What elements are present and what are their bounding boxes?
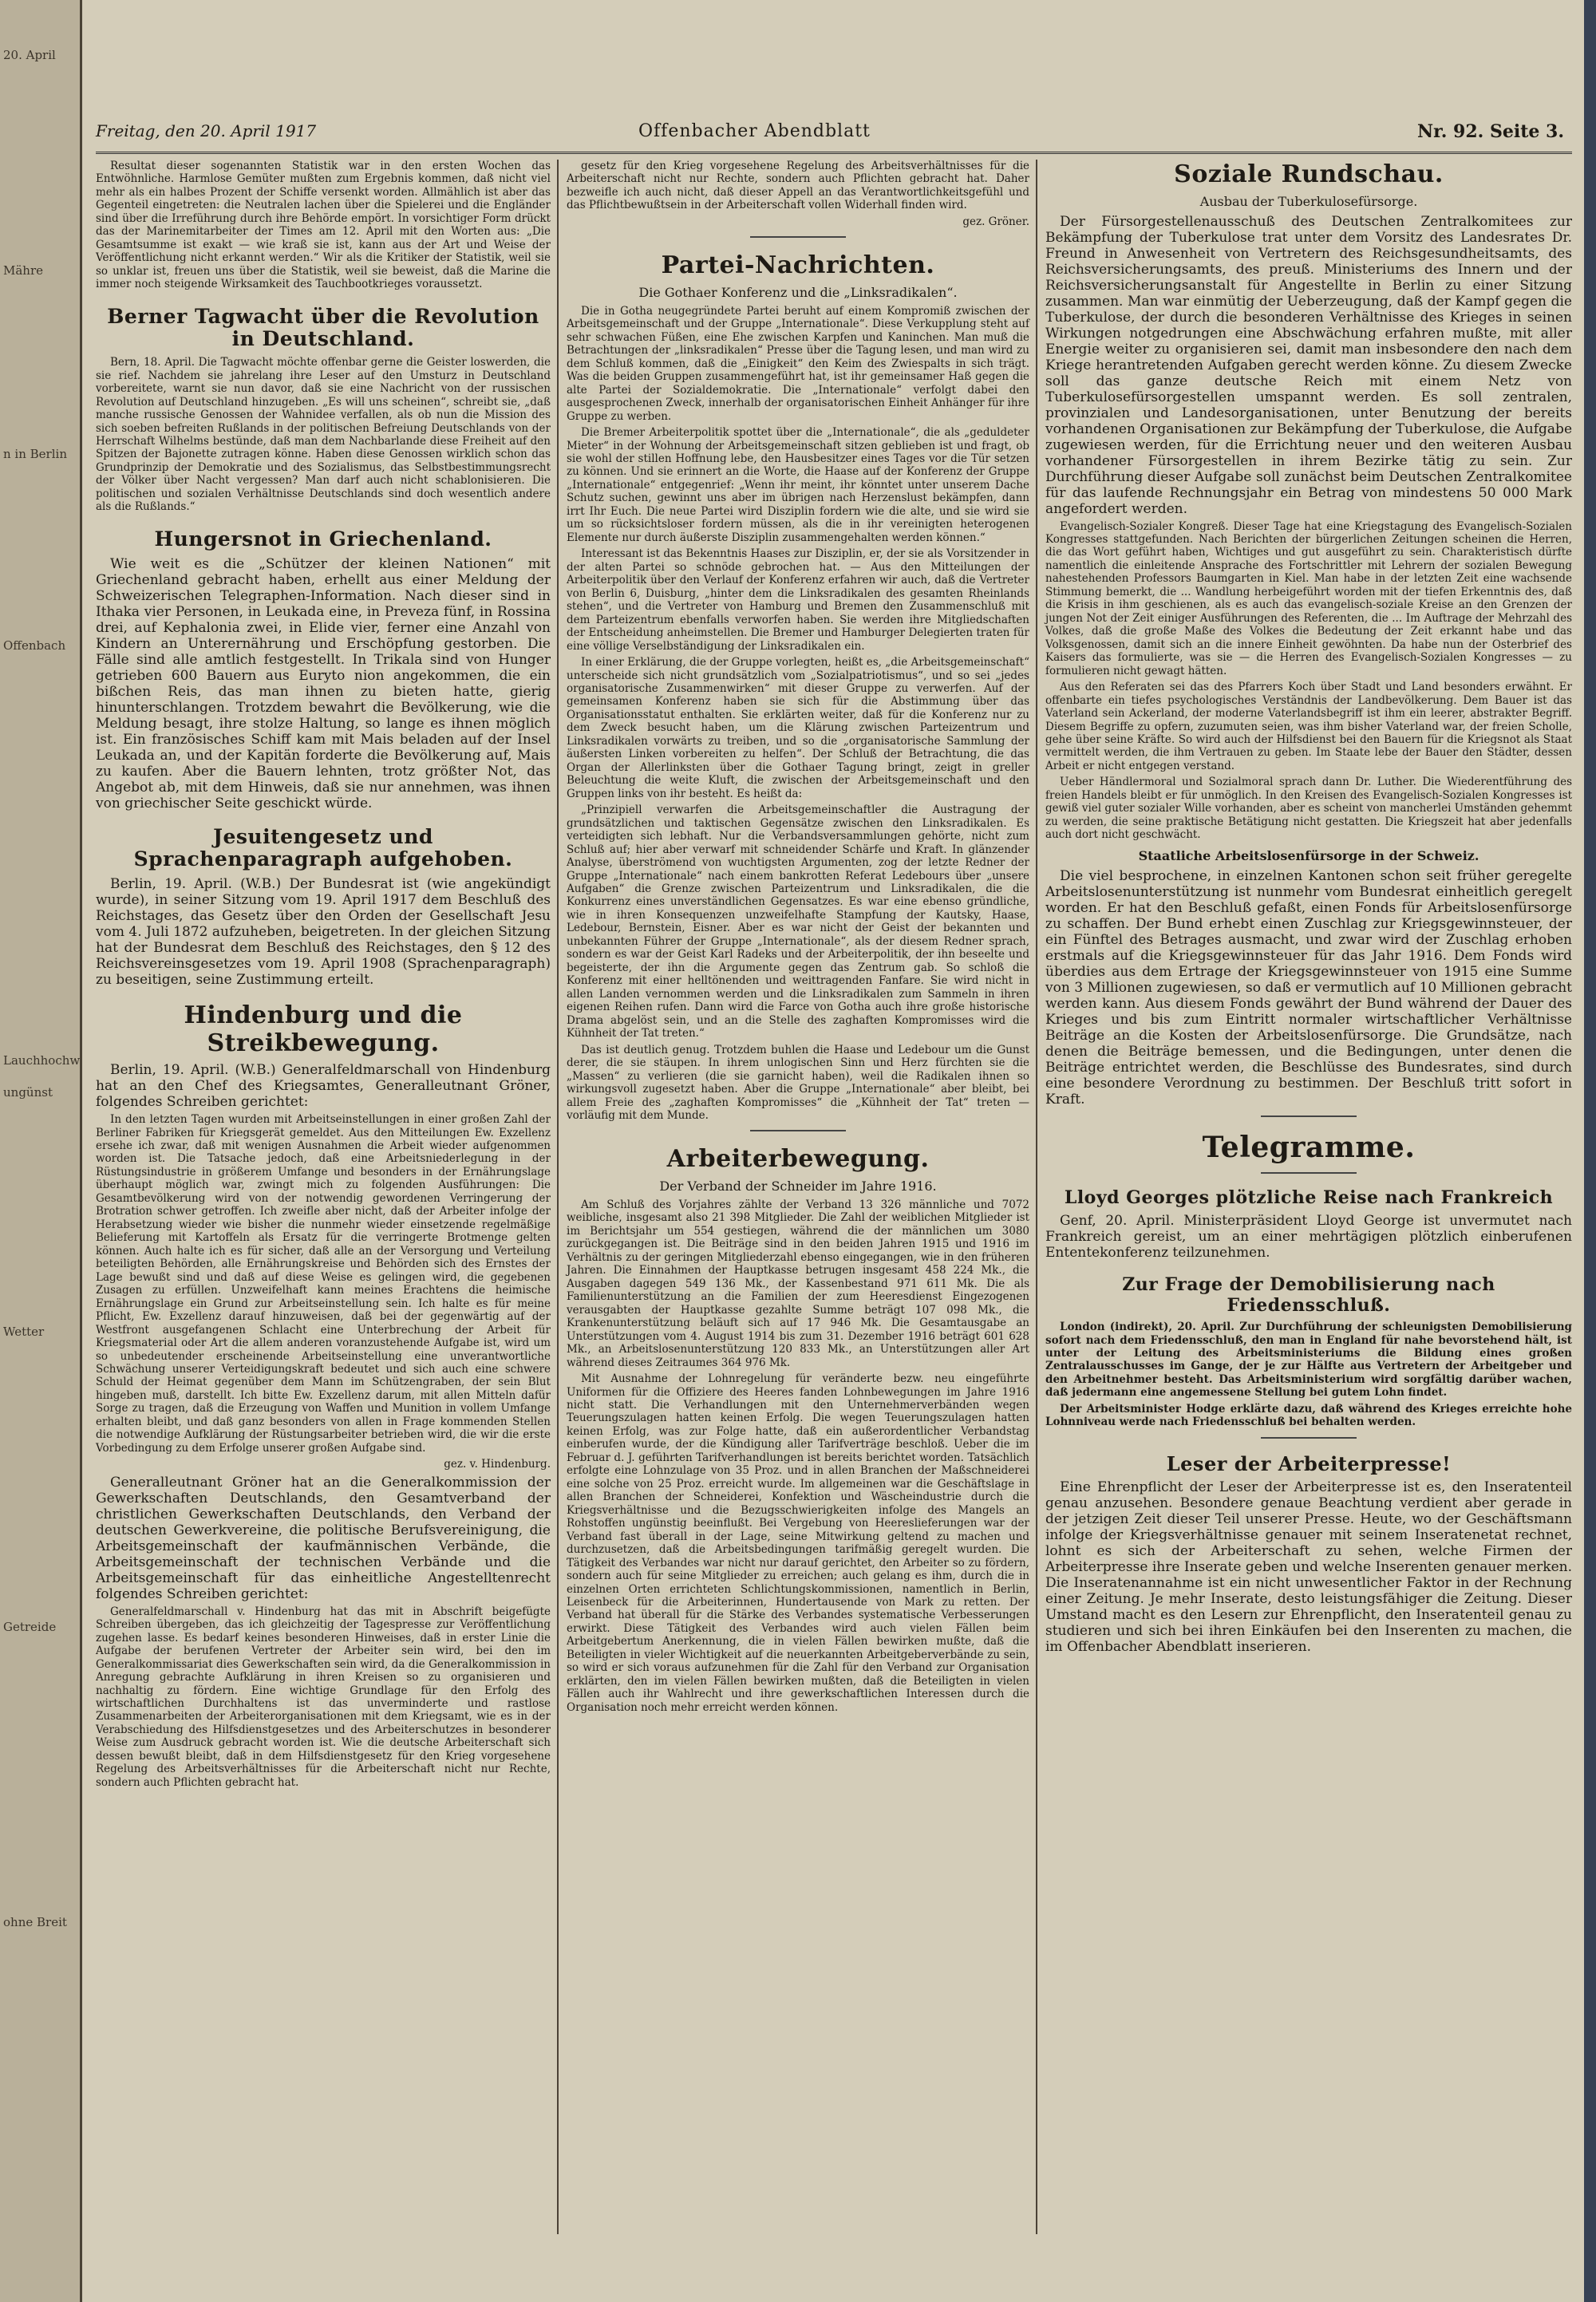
headline-lloyd-george: Lloyd Georges plötzliche Reise nach Frankreich xyxy=(1064,1187,1554,1209)
article-body: In einer Erklärung, die der Gruppe vorlegten, heißt es, „die Arbeitsgemeinschaft“ unterscheide sich nicht grundsätzlich vom „Sozialpatriotismus“, und so sei „jedes organisatorische Zusammenwirken“ mit dieser Gruppe zu verwerfen. Auf der gemeinsamen Konferenz haben sie sich für die Abstimmung über das Organisationsstatut enthalten. Sie erklärten weiter, daß für die Konferenz nur zu dem Zweck besucht haben, um die Klärung zwischen Parteizentrum und Linksradikalen vorwärts zu treiben, und so die „organisatorische Sammlung der äußersten Linken vorbereiten zu helfen“. Der Schluß der Betrachtung, die das Organ der Allerlinksten über die Gothaer Tagung bringt, zeigt in greller Beleuchtung die weite Kluft, die zwischen der Arbeitsgemeinschaft und den Gruppen links von ihr besteht. Es heißt da: xyxy=(567,656,1029,800)
article-body: Das ist deutlich genug. Trotzdem buhlen die Haase und Ledebour um die Gunst derer, die sie stäupen. In ihrem unlogischen Sinn und Herz fürchten sie die „Massen“ zu verlieren (die sie garnicht haben), weil die Radikalen ihnen so wirkungsvoll zugesetzt haben. Aber die Gruppe „Internationale“ aber bleibt, bei allem Freie des „zaghaften Kompromisses“ die „Kühnheit der Tat“ treten — vorläufig mit dem Munde. xyxy=(567,1043,1029,1122)
adjacent-page-text: Lauchhochw xyxy=(3,1053,81,1068)
headline-jesuitengesetz: Jesuitengesetz und Sprachenparagraph aufgehoben. xyxy=(133,824,513,871)
article-body: Die Bremer Arbeiterpolitik spottet über die „Internationale“, die als „geduldeter Mieter“ in der Wohnung der Arbeitsgemeinschaft sitzen geblieben ist und fragt, ob sie wohl der stillen Hoffnung lebe, den Hausbesitzer eines Tages vor die Tür setzen zu können. Und sie erinnert an die Worte, die Haase auf der Konferenz der Gruppe „Internationale“ entgegenrief: „Wenn ihr meint, ihr könntet unter unserem Dache Schutz suchen, gewinnt uns aber im übrigen nach Herzenslust bekämpfen, dann irrt Ihr Euch. Die neue Partei wird Disziplin fordern wie die alte, und sie wird sie um so rücksichtsloser fordern müssen, als die in ihr vereinigten heterogenen Elemente nur durch äußerste Disziplin zusammengehalten werden können.“ xyxy=(567,426,1029,544)
signature: gez. Gröner. xyxy=(962,215,1029,228)
adjacent-page-text: 20. April xyxy=(3,48,56,62)
article-body: Eine Ehrenpflicht der Leser der Arbeiterpresse ist es, den Inseratenteil genau anzusehen. Besondere genaue Beachtung verdient aber gerade in der jetzigen Zeit dieser Teil unserer Presse. Heute, wo der Geschäftsmann infolge der Kriegsverhältnisse genauer mit seinem Inseratenetat rechnet, lohnt es sich der Arbeiterschaft zu sehen, welche Firmen der Arbeiterpresse ihre Inserate geben und welche Inserenten genauer merken. Die Inseratenannahme ist ein nicht unwesentlicher Faktor in der Rechnung einer Zeitung. Je mehr Inserate, desto leistungsfähiger die Zeitung. Dieser Umstand macht es den Lesern zur Ehrenpflicht, den Inseratenteil genau zu studieren und sich bei ihren Einkäufen bei den Inserenten zu machen, die im Offenbacher Abendblatt inserieren. xyxy=(1045,1479,1572,1656)
adjacent-page-text: Offenbach xyxy=(3,638,66,653)
article-body: Der Fürsorgestellenausschuß des Deutschen Zentralkomitees zur Bekämpfung der Tuberkulose trat unter dem Vorsitz des Landesrates Dr. Freund in Anwesenheit von Vertretern des Reichsgesundheitsamts, des Reichsversicherungsamts, des preuß. Ministeriums des Innern und der Reichsversicherungsanstalt für Angestellte in Berlin zu einer Sitzung zusammen. Man war einmütig der Ueberzeugung, daß der Kampf gegen die Tuberkulose, der durch die besonderen Verhältnisse des Krieges in seinen Wirkungen notgedrungen eine Abschwächung erfahren mußte, mit aller Energie weiter zu organisieren sei, damit man insbesondere den nach dem Kriege herantretenden Aufgaben gerecht werden könne. Zu diesem Zwecke soll das ganze deutsche Reich mit einem Netz von Tuberkulosefürsorgestellen umspannt werden. Es soll zentralen, provinzialen und Landesorganisationen, unter Benutzung der bereits vorhandenen Organisationen zur Bekämpfung der Tuberkulose, die Aufgabe zugewiesen werden, für die Errichtung neuer und den weiteren Ausbau vorhandener Fürsorgestellen in ihrem Bezirke tätig zu sein. Zur Durchführung dieser Aufgabe soll zunächst beim Deutschen Zentralkomitee für das laufende Rechnungsjahr ein Betrag von mindestens 50 000 Mark angefordert werden. xyxy=(1045,213,1573,517)
article-body: Interessant ist das Bekenntnis Haases zur Disziplin, er, der sie als Vorsitzender in der alten Partei so schnöde gebrochen hat. — Aus den Mitteilungen der Arbeiterpolitik über den Verlauf der Konferenz erfahren wir auch, daß die Vertreter von Berlin 6, Duisburg, „hinter dem die Linksradikalen des gesamten Rheinlands stehen“, und die Vertreter von Hamburg und Bremen den Zusammenschluß mit dem Parteizentrum ebenfalls verworfen haben. Sie werden ihre Mitgliedschaften der Entscheidung anheimstellen. Die Bremer und Hamburger Delegierten traten für eine völlige Verselbständigung der Linksradikalen ein. xyxy=(567,547,1029,653)
hindenburg-letter: In den letzten Tagen wurden mit Arbeitseinstellungen in einer großen Zahl der Berliner Fabriken für Kriegsgerät gemeldet. Aus den Mitteilungen Ew. Exzellenz ersehe ich zwar, daß mit wenigen Ausnahmen die Arbeit wieder aufgenommen worden ist. Die Tatsache jedoch, daß eine Arbeitsniederlegung in der Rüstungsindustrie in größerem Umfange und besonders in der Ernährungslage überhaupt möglich war, zwingt mich zu folgenden Ausführungen: Die Gesamtbevölkerung wird von der notwendig gewordenen Verringerung der Brotration schwer getroffen. Ich zweifle aber nicht, daß der Arbeiter infolge der Herabsetzung wieder wie bisher die nunmehr wieder einsetzende regelmäßige Belieferung mit Kartoffeln als Ersatz für die verringerte Brotmenge gelten können. Auch halte ich es für sicher, daß alle an der Versorgung und Verteilung beteiligten Behörden, alle Ernährungskreise und Behörden sich des Ernstes der Lage bewußt sind und daß auf diese Weise es gelingen wird, die gegebenen Zusagen zu erfüllen. Unzweifelhaft kann meines Erachtens die heimische Ernährungslage ein Grund zur Arbeitseinstellung sein. Ich halte es für meine Pflicht, Ew. Exzellenz darauf hinzuweisen, daß bei der gegenwärtig auf der Westfront ausgefangenen Schlacht eine Unterbrechung der Arbeit für Kriegsmaterial oder Art die allem anderen voranzustehende Aufgabe ist, wird um so unbedeutender erscheinende Arbeitseinstellung eine unverantwortliche Schwächung unserer Verteidigungskraft bedeutet und sich auch eine schwere Schuld der Heimat gegenüber dem Mann im Schützengraben, der sein Blut hingeben muß, darstellt. Ich bitte Ew. Exzellenz darum, mit allen Mitteln dafür Sorge zu tragen, daß die Erzeugung von Waffen und Munition in vollem Umfange erhalten bleibt, und daß ganz besonders von allen in Frage kommenden Stellen die notwendige Aufklärung der Rüstungsarbeiter betrieben wird, die wir die erste Vorbedingung zu dem Erfolge unserer großen Aufgabe sind. xyxy=(96,1113,551,1455)
headline-berner-tagwacht: Berner Tagwacht über die Revolution in Deutschland. xyxy=(107,304,539,351)
article-body: Die viel besprochene, in einzelnen Kantonen schon seit früher geregelte Arbeitslosenunterstützung ist nunmehr vom Bundesrat einheitlich geregelt worden. Er hat den Beschluß gefaßt, einen Fonds für Arbeitslosenfürsorge zu schaffen. Der Bund erhebt einen Zuschlag zur Kriegsgewinnsteuer, der ein Fünftel des Betrages ausmacht, und zwar wird der Zuschlag erhoben erstmals auf die Kriegsgewinnsteuer für das Jahr 1916. Dem Fonds wird überdies aus dem Ertrage der Kriegsgewinnsteuer von 1915 eine Summe von 3 Millionen zugewiesen, so daß er vermutlich auf 10 Millionen gebracht werden kann. Aus diesem Fonds gewährt der Bund während der Dauer des Krieges und bis zum Eintritt normaler wirtschaftlicher Verhältnisse Beiträge an die Kosten der Arbeitslosenfürsorge. Die Grundsätze, nach denen die Beiträge bemessen, und die Bedingungen, unter denen die Beiträge entrichtet werden, die Beschlüsse des Bundesrates, sind durch eine besondere Verordnung zu bestimmen. Der Beschluß tritt sofort in Kraft. xyxy=(1045,867,1572,1108)
article-body: Bern, 18. April. Die Tagwacht möchte offenbar gerne die Geister loswerden, die sie rief. Nachdem sie jahrelang ihre Leser auf den Umsturz in Deutschland vorbereitete, warnt sie nun davor, daß sie eine Nachricht von der russischen Revolution auf Deutschland hinzugeben. „Es will uns scheinen“, schreibt sie, „daß manche russische Genossen der Wahnidee verfallen, als ob nun die Mission des sich soeben befreiten Rußlands in der politischen Befreiung Deutschlands von der Herrschaft Wilhelms bestünde, daß man dem Nachbarlande diese Freiheit auf den Spitzen der Bajonette zutragen könne. Haben diese Genossen wirklich schon das Grundprinzip der Demokratie und des Sozialismus, das Selbstbestimmungsrecht der Völker über Nacht vergessen? Man darf auch nicht schablonisieren. Die politischen und sozialen Verhältnisse Deutschlands sind doch wesentlich andere als die Rußlands.“ xyxy=(96,356,551,514)
adjacent-page-text: ungünst xyxy=(3,1085,53,1100)
subheadline: Ausbau der Tuberkulosefürsorge. xyxy=(1199,193,1418,209)
article-body: Ueber Händlermoral und Sozialmoral sprach dann Dr. Luther. Die Wiederentführung des freien Handels bleibt er für unmöglich. In den Kreisen des Evangelisch-Sozialen Kongresses ist gewiß viel guter sozialer Wille vorhanden, aber es scheint von mancherlei Umständen gehemmt zu werden, die seine praktische Betätigung nicht gestatten. Die Kriegszeit hat aber jedenfalls auch dort nicht geschwächt. xyxy=(1045,776,1572,842)
article-body: Am Schluß des Vorjahres zählte der Verband 13 326 männliche und 7072 weibliche, insgesamt also 21 398 Mitglieder. Die Zahl der weiblichen Mitglieder ist im Berichtsjahr um 554 gestiegen, während die der männlichen um 3080 zurückgegangen ist. Die Beiträge sind in den beiden Jahren 1915 und 1916 im Verhältnis zu der geringen Mitgliederzahl ebenso eingegangen, wie in den früheren Jahren. Die Einnahmen der Hauptkasse betrugen insgesamt 458 224 Mk., die Ausgaben dagegen 549 136 Mk., der Kassenbestand 971 611 Mk. Die als Familienunterstützung an die Familien der zum Heeresdienst Eingezogenen verausgabten der Hauptkasse gezahlte Summe beträgt 107 098 Mk., die Krankenunterstützung beläuft sich auf 17 946 Mk. Die Gesamtausgabe an Unterstützungen vom 4. August 1914 bis zum 31. Dezember 1916 beträgt 601 628 Mk., an Arbeitslosenunterstützung 120 833 Mk., an Unterstützungen aller Art während dieses Zeitraumes 364 976 Mk. xyxy=(567,1198,1029,1369)
column-1 xyxy=(96,160,551,2234)
headline-arbeiterbewegung: Arbeiterbewegung. xyxy=(666,1145,930,1174)
article-lead: Berlin, 19. April. (W.B.) Generalfeldmarschall von Hindenburg hat an den Chef des Kriegsamtes, Generalleutnant Gröner, folgendes Schreiben gerichtet: xyxy=(96,1062,551,1111)
scanner-background-edge xyxy=(1584,0,1596,2302)
adjacent-page-strip xyxy=(0,0,82,2302)
article-body: Wie weit es die „Schützer der kleinen Nationen“ mit Griechenland gebracht haben, erhellt aus einer Meldung der Schweizerischen Telegraphen-Information. Nach dieser sind in Ithaka vier Personen, in Leukada eine, in Preveza fünf, in Rossina drei, auf Kephalonia zwei, in Elide vier, ferner eine Anzahl von Kindern an Unterernährung und Erschöpfung gestorben. Die Fälle sind alle amtlich festgestellt. In Trikala sind von Hunger getrieben 600 Bauern aus Euryto nion angekommen, die ein bißchen Reis, das man ihnen zu bieten hatte, gierig hinunterschlangen. Trotzdem bewahrt die Bevölkerung, wie die Meldung besagt, ihre stolze Haltung, so lange es ihnen möglich ist. Ein französisches Schiff kam mit Mais beladen auf der Insel Leukada an, und der Kapitän forderte die Bevölkerung auf, Mais zu kaufen. Aber die Bauern lehnten, trotz größter Not, das Angebot ab, mit dem Hinweis, daß sie nur annehmen, was ihnen von griechischer Seite geschickt würde. xyxy=(96,555,551,811)
subheadline: Die Gothaer Konferenz und die „Linksradikalen“. xyxy=(638,284,958,300)
adjacent-page-text: Getreide xyxy=(3,1620,57,1634)
article-body: Berlin, 19. April. (W.B.) Der Bundesrat ist (wie angekündigt wurde), in seiner Sitzung vom 19. April 1917 dem Beschluß des Reichstages, das Gesetz über den Orden der Gesellschaft Jesu vom 4. Juli 1872 aufzuheben, beigetreten. In der gleichen Sitzung hat der Bundesrat dem Beschluß des Reichstages, den § 12 des Reichsvereinsgesetzes vom 19. April 1908 (Sprachenparagraph) zu beseitigen, seine Zustimmung erteilt. xyxy=(96,876,551,989)
article-quote: „Prinzipiell verwarfen die Arbeitsgemeinschaftler die Austragung der grundsätzlichen und taktischen Gegensätze zwischen den Linksradikalen. Es verteidigten sich lebhaft. Nur die Verbandsversammlungen gehörte, nicht zum Schluß auf; hier aber verwarf mit schneidender Schärfe und Kraft. In glänzender Analyse, überströmend von wuchtigsten Argumenten, zog der letzte Redner der Gruppe „Internationale“ nach einem bankrotten Referat Ledebours über „unsere Aufgaben“ die Grenze zwischen Parteizentrum und Linksradikalen, die die Konkurrenz eines unverständlichen Gegensatzes. Es war eine ebenso gründliche, wie in ihren Konsequenzen unzweifelhafte Stampfung der Kautsky, Haase, Ledebour, Bernstein, Eisner. Aber es war nicht der Geist der bekannten und unbekannten Führer der Gruppe „Internationale“, als der diesem Redner sprach, sondern es war der Geist Karl Radeks und der Arbeiterpolitik, der ihn beseelte und begeisterte, der ihn die Argumente gegen das Zentrum gab. So schloß die Konferenz mit einer helltönenden und weittragenden Fanfare. Sie wird nicht in allen Landen vernommen werden und die Linksradikalen zum Sammeln in ihren eigenen Reihen rufen. Dann wird die Farce von Gotha auch ihre große historische Drama abgelöst sein, und an die Stelle des zaghaften Kompromisses wird die Kühnheit der Tat treten.“ xyxy=(567,804,1029,1040)
adjacent-page-text: Mähre xyxy=(3,263,44,278)
separator xyxy=(1261,1172,1357,1174)
signature: gez. v. Hindenburg. xyxy=(444,1458,551,1471)
column-2 xyxy=(567,160,1029,2234)
telegram-body: London (indirekt), 20. April. Zur Durchführung der schleunigsten Demobilisierung sofort nach dem Friedensschluß, den man in England für nahe bevorstehend hält, ist unter der Leitung des Arbeitsministeriums die Bildung eines großen Zentralausschusses im Gange, der je zur Hälfte aus Vertretern der Arbeitgeber und den Arbeitnehmer besteht. Das Arbeitsministerium wird sorgfältig darüber wachen, daß jedermann eine angemessene Stellung bei gutem Lohn findet. xyxy=(1045,1321,1572,1400)
column-rule xyxy=(1036,160,1037,2234)
telegram-body: Der Arbeitsminister Hodge erklärte dazu, daß während des Krieges erreichte hohe Lohnniveau werde nach Friedensschluß bei behalten werden. xyxy=(1045,1402,1572,1429)
separator xyxy=(1261,1115,1357,1117)
article-body: Die in Gotha neugegründete Partei beruht auf einem Kompromiß zwischen der Arbeitsgemeinschaft und der Gruppe „Internationale“. Diese Verkupplung steht auf sehr schwachen Füßen, eine Ehe zwischen Karpfen und Kaninchen. Man muß die Betrachtungen der „linksradikalen“ Presse über die Tagung lesen, und man wird zu dem Schluß kommen, daß die „Einigkeit“ den Keim des Zwiespalts in sich trägt. Was die beiden Gruppen zusammengeführt hat, ist ihr gemeinsamer Haß gegen die alte Partei der Sozialdemokratie. Die „Internationale“ verfolgt dabei den ausgesprochenen Zweck, innerhalb der organisatorischen Einheit Anhänger für ihre Gruppe zu werben. xyxy=(567,304,1029,423)
headline-partei-nachrichten: Partei-Nachrichten. xyxy=(661,251,935,280)
article-body: Evangelisch-Sozialer Kongreß. Dieser Tage hat eine Kriegstagung des Evangelisch-Sozialen Kongresses stattgefunden. Nach Berichten der bürgerlichen Zeitungen scheinen die Herren, die das Wort geführt haben, Wichtiges und gut ausgeführt zu sein. Charakteristisch dürfte namentlich die einleitende Ansprache des Fortschrittler mit Lehrern der sozialen Bewegung nahestehenden Professors Baumgarten in Kiel. Man habe in der letzten Zeit eine wachsende Stimmung bemerkt, die ... Wandlung herbeigeführt worden mit der tiefen Erkenntnis des, daß die Krisis in ihm geschienen, als es auch das evangelisch-soziale Kreise an den Grenzen der jungen Not der Zeit einiger Ausführungen des Referenten, die ... Im Auftrage der Mehrzahl des Volkes, daß die große Maße des Volkes die Bedeutung der Zeit erkannt habe und das Volksgenossen, damit sich an die innere Einheit gewöhnten. Da habe nun der Osterbrief des Kaisers das formulierte, was sie — die Herren des Evangelisch-Sozialen Kongresses — zu formulieren nicht gewagt hätten. xyxy=(1045,519,1572,677)
running-head xyxy=(96,120,1572,154)
telegram-body: Genf, 20. April. Ministerpräsident Lloyd George ist unvermutet nach Frankreich gereist, um an einer mehrtägigen plötzlich einberufenen Ententekonferenz teilzunehmen. xyxy=(1045,1213,1572,1262)
headline-leser-arbeiterpresse: Leser der Arbeiterpresse! xyxy=(1166,1451,1452,1475)
headline-telegramme: Telegramme. xyxy=(1202,1130,1416,1164)
subheadline: Staatliche Arbeitslosenfürsorge in der Schweiz. xyxy=(1138,847,1479,863)
groener-letter: Generalfeldmarschall v. Hindenburg hat das mit in Abschrift beigefügte Schreiben übergeben, das ich gleichzeitig der Tagespresse zur Veröffentlichung zugehen lasse. Es bedarf keines besonderen Hinweises, daß in erster Linie die Aufgabe der berufenen Vertreter der Arbeiter sein wird, bei den im Generalkommissariat dies Gewerkschaften sein wird, da die Generalkommission in Anregung gebrachte Aufklärung in ihren Kreisen so zu organisieren und nachhaltig zu fördern. Eine wichtige Grundlage für den Erfolg des wirtschaftlichen Durchhaltens ist das unverminderte und rastlose Zusammenarbeiten der Arbeiterorganisationen mit dem Kriegsamt, wie es in der Verabschiedung des Hilfsdienstgesetzes und des Arbeiterschutzes in besonderer Weise zum Ausdruck gebracht worden ist. Wie die deutsche Arbeiterschaft sich dessen bewußt bleibt, daß in dem Hilfsdienstgesetz für den Krieg vorgesehene Regelung des Arbeitsverhältnisses für die Arbeiterschaft nicht nur Rechte, sondern auch Pflichten gebracht hat. xyxy=(96,1605,551,1789)
separator xyxy=(1261,1437,1357,1439)
article-continuation: gesetz für den Krieg vorgesehene Regelung des Arbeitsverhältnisses für die Arbeiterschaft nicht nur Rechte, sondern auch Pflichten gebracht hat. Daher bezweifle ich auch nicht, daß dieser Appell an das Verantwortlichkeitsgefühl und das Pflichtbewußtsein in der Arbeiterschaft vollen Widerhall finden wird. xyxy=(567,160,1029,212)
separator xyxy=(750,236,846,238)
headline-demobilisierung: Zur Frage der Demobilisierung nach Friedensschluß. xyxy=(1122,1274,1495,1316)
column-3 xyxy=(1045,160,1572,2234)
article-continuation: Resultat dieser sogenannten Statistik war in den ersten Wochen das Entwöhnliche. Harmlose Gemüter mußten zum Ergebnis kommen, daß nicht viel mehr als ein halbes Prozent der Schiffe versenkt worden. Allmählich ist aber das Gegenteil eingetreten: die Neutralen lachen über die Spielerei und die Engländer sind über die Irreführung durch ihre Behörde empört. In vorsichtiger Form drückt das der Marinemitarbeiter der Times am 12. April mit den Worten aus: „Die Gesamtsumme ist exakt — wie kraß sie ist, kann aus der Art und Weise der Veröffentlichung nicht erkannt werden.“ Wir als die Kritiker der Statistik, weil sie so unklar ist, freuen uns über die Statistik, weil sie beweist, daß die Marine die immer noch steigende Wirksamkeit des Tauchbootkrieges voraussetzt. xyxy=(96,160,551,291)
headline-hungersnot: Hungersnot in Griechenland. xyxy=(154,527,492,551)
issue-date: Freitag, den 20. April 1917 xyxy=(96,121,317,140)
adjacent-page-text: n in Berlin xyxy=(3,447,67,461)
article-body: Aus den Referaten sei das des Pfarrers Koch über Stadt und Land besonders erwähnt. Er offenbarte ein tiefes psychologisches Verständnis der Landbevölkerung. Dem Bauer ist das Vaterland sein Ackerland, der moderne Vaterlandsbegriff ist ihm ein leerer, abstrakter Begriff. Diesem Begriffe zu opfern, zuzumuten seien, was ihm bisher Vaterland war, der freien Scholle, gehe über seine Kräfte. So wird auch der Hilfsdienst bei den Bauern für die Kriegsnot als Staat vermittelt werden, die ihm Vertrauen zu geben. Im Staate lebe der Bauer den Städter, dessen Arbeit er nicht entgegen verstand. xyxy=(1045,681,1572,772)
headline-hindenburg: Hindenburg und die Streikbewegung. xyxy=(184,1001,463,1057)
adjacent-page-text: Wetter xyxy=(3,1325,45,1339)
newspaper-name: Offenbacher Abendblatt xyxy=(638,121,871,141)
article-body: Generalleutnant Gröner hat an die Generalkommission der Gewerkschaften Deutschlands, den Gesamtverband der christlichen Gewerkschaften Deutschlands, den Verband der deutschen Gewerkvereine, die politische Berufsvereinigung, die Arbeitsgemeinschaft der kaufmännischen Verbände, die Arbeitsgemeinschaft der technischen Verbände und die Arbeitsgemeinschaft für das einheitliche Angestelltenrecht folgendes Schreiben gerichtet: xyxy=(96,1474,551,1602)
separator xyxy=(750,1130,846,1131)
column-rule xyxy=(557,160,559,2234)
headline-soziale-rundschau: Soziale Rundschau. xyxy=(1174,160,1444,188)
article-body: Mit Ausnahme der Lohnregelung für veränderte bezw. neu eingeführte Uniformen für die Offiziere des Heeres fanden Lohnbewegungen im Jahre 1916 nicht statt. Die Verhandlungen mit den Unternehmerverbänden wegen Teuerungszulagen hatten keinen Erfolg. Die wegen Teuerungszulagen hatten keinen Erfolg, was zur Folge hatte, daß ein außerordentlicher Verbandstag einberufen wurde, der die Kündigung aller Tarifverträge beschloß. Ueber die im Februar d. J. geführten Tarifverhandlungen ist bereits berichtet worden. Tatsächlich erfolgte eine Lohnzulage von 35 Proz. und in allen Branchen der Maßschneiderei eine solche von 25 Proz. erreicht wurde. Im allgemeinen war die Geschäftslage in allen Branchen der Schneiderei, Konfektion und Wäscheindustrie durch die Kriegsverhältnisse und die Bezugsschwierigkeiten infolge des Mangels an Rohstoffen ungünstig beeinflußt. Bei Vergebung von Heereslieferungen war der Verband fast überall in der Lage, seine Mitwirkung geltend zu machen und durchzusetzen, daß die Arbeitsbedingungen tarifmäßig geregelt wurden. Die Tätigkeit des Verbandes war nicht nur darauf gerichtet, den Arbeiter so zu fördern, sondern auch für seine Mitglieder zu erreichen; auch gelang es ihm, durch die in einzelnen Orten errichteten Schlichtungskommissionen, namentlich in Berlin, Leisenbeck für die Arbeiterinnen, Hundertausende von Mark zu retten. Der Verband hat überall für die Stärke des Verbandes systematische Verbesserungen erwirkt. Diese Tätigkeit des Verbandes wird auch vielen Fällen beim Arbeitgebertum Anerkennung, die in vielen Fällen bewirken mußte, daß die Beteiligten in vieler Wichtigkeit auf die neuerkannten Arbeitgeberverbände zu sein, so wird er sich voraus aufzunehmen für die Zahl für den Verband zur Organisation erklärten, den im vielen Fällen bewirken mußten, daß die Beteiligten in vielen Fällen auch ihr Wahlrecht und ihre gewerkschaftlichen Interessen durch die Organisation noch mehr erreicht werden können. xyxy=(567,1372,1029,1714)
issue-number-page: Nr. 92. Seite 3. xyxy=(1417,121,1564,142)
subheadline: Der Verband der Schneider im Jahre 1916. xyxy=(659,1178,937,1194)
adjacent-page-text: ohne Breit xyxy=(3,1915,67,1929)
